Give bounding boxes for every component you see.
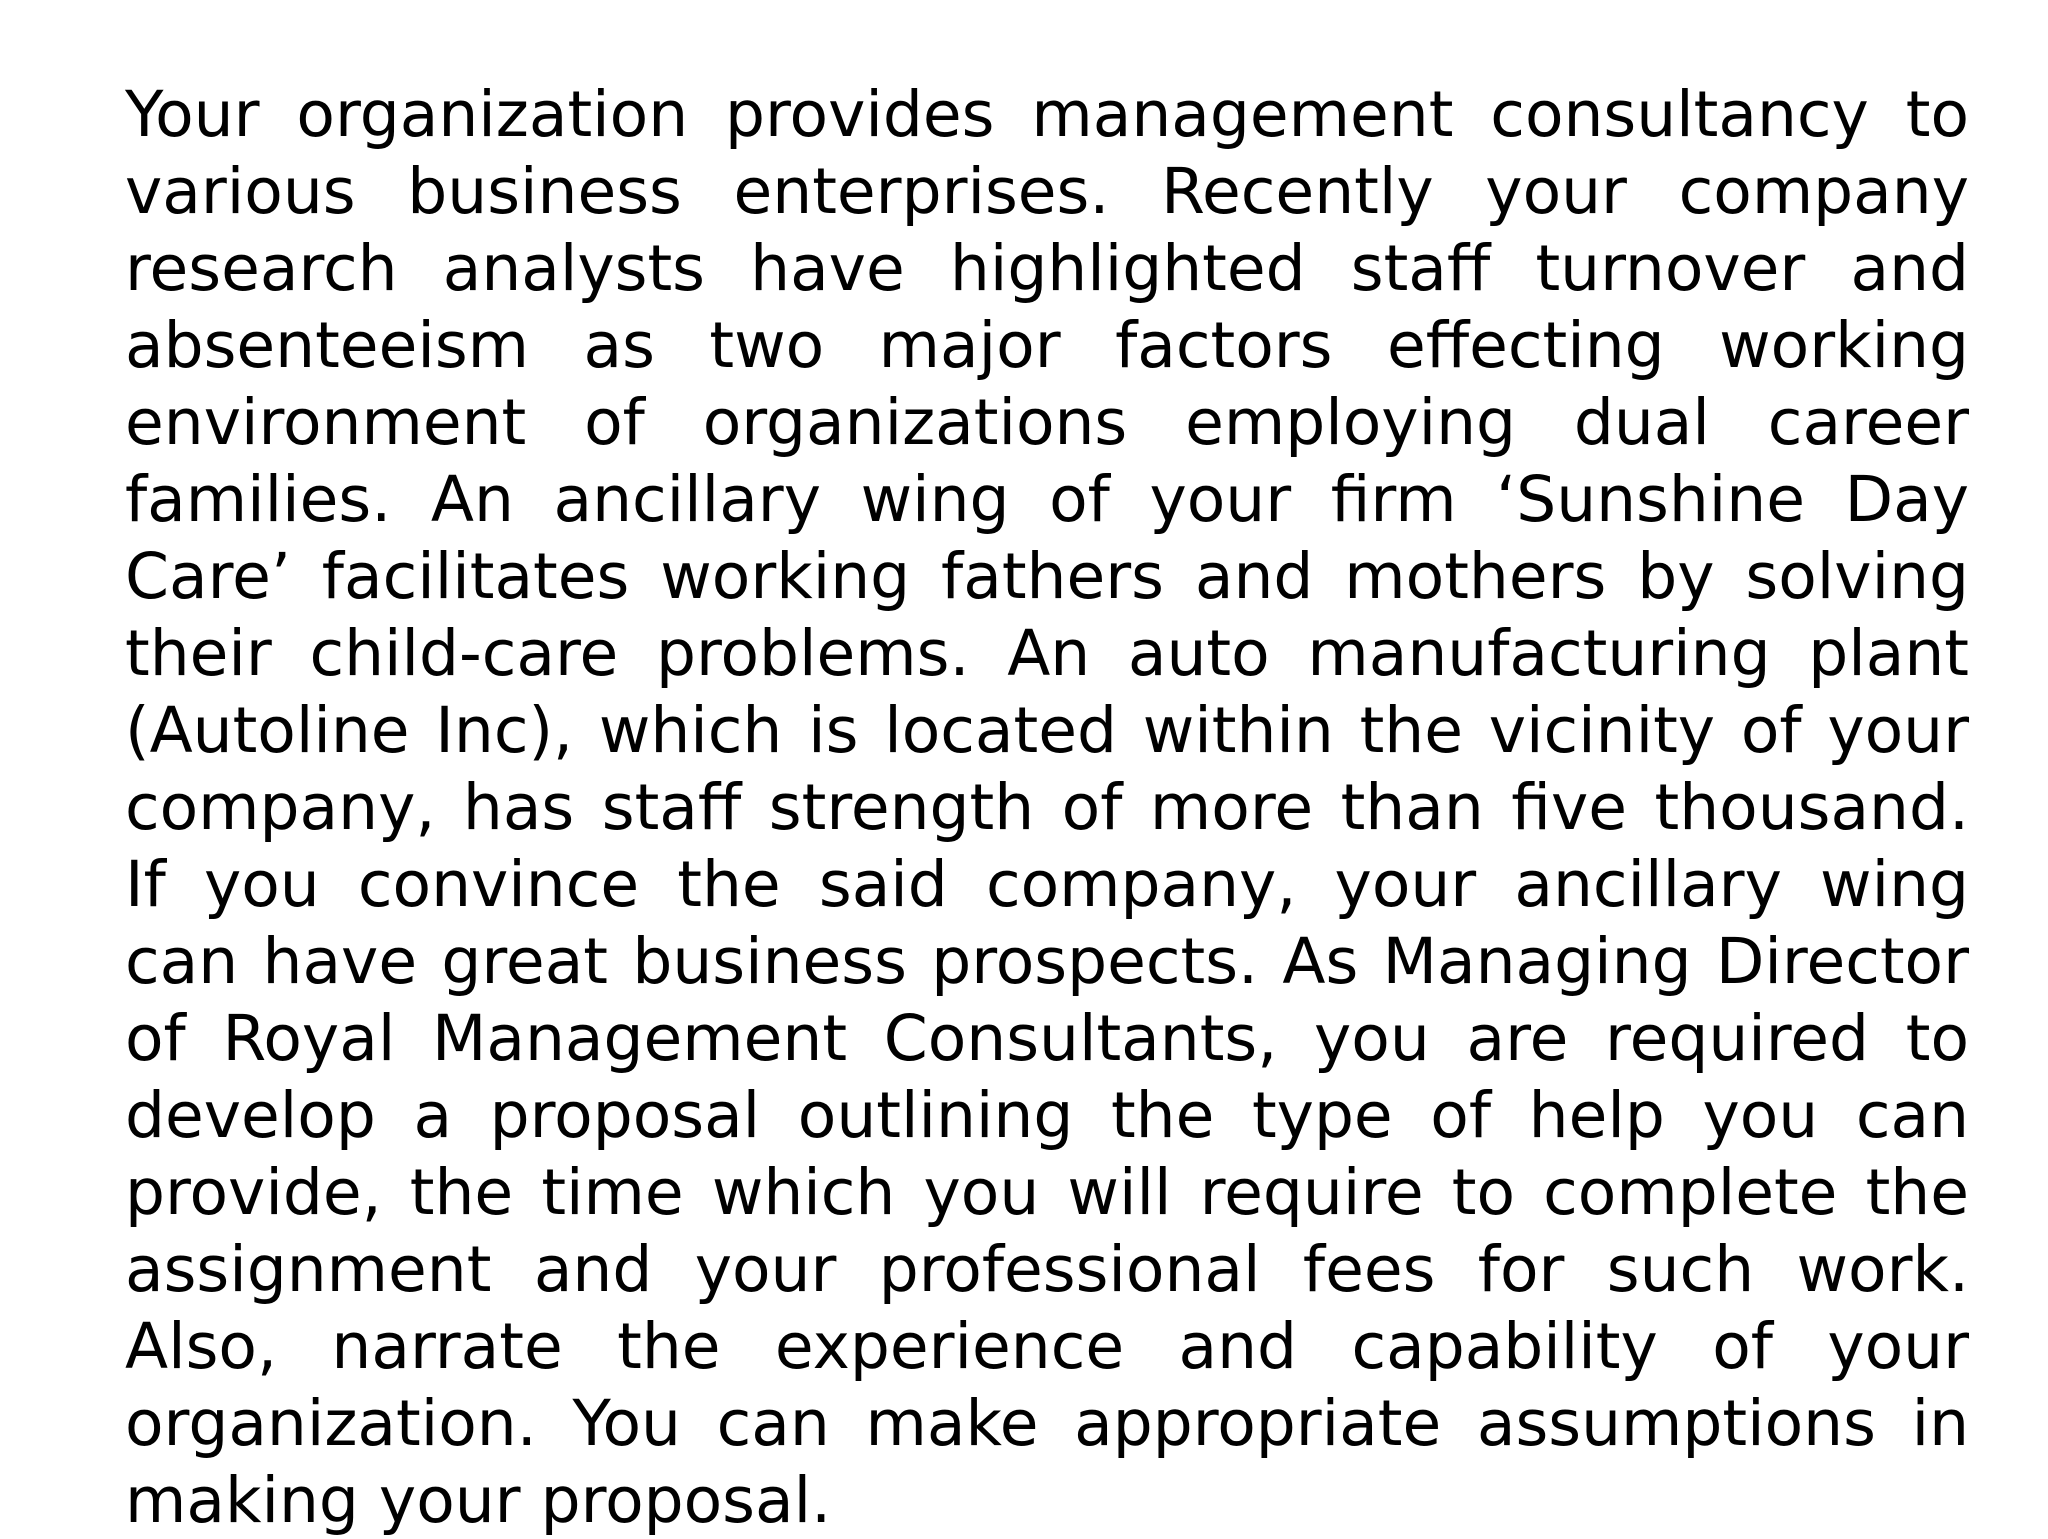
text-line: provide, the time which you will require to complete the xyxy=(125,1156,1969,1229)
text-line: Care’ facilitates working fathers and mothers by solving xyxy=(125,540,1969,613)
text-line: assignment and your professional fees for such work. xyxy=(125,1233,1969,1306)
text-line: develop a proposal outlining the type of help you can xyxy=(125,1079,1969,1152)
text-line: Your organization provides management consultancy to xyxy=(125,78,1969,151)
text-line: of Royal Management Consultants, you are required to xyxy=(125,1002,1969,1075)
text-line-last: making your proposal. xyxy=(125,1464,832,1537)
text-line: various business enterprises. Recently your company xyxy=(125,155,1969,228)
text-line: organization. You can make appropriate assumptions in xyxy=(125,1387,1969,1460)
text-line: absenteeism as two major factors effecting working xyxy=(125,309,1969,382)
text-line: research analysts have highlighted staff turnover and xyxy=(125,232,1969,305)
text-line: their child-care problems. An auto manufacturing plant xyxy=(125,617,1969,690)
text-line: company, has staff strength of more than five thousand. xyxy=(125,771,1969,844)
text-line: If you convince the said company, your ancillary wing xyxy=(125,848,1969,921)
text-line: families. An ancillary wing of your firm ‘Sunshine Day xyxy=(125,463,1969,536)
body-paragraph xyxy=(125,76,1969,1539)
text-line: Also, narrate the experience and capability of your xyxy=(125,1310,1969,1383)
text-line: environment of organizations employing dual career xyxy=(125,386,1969,459)
text-line: can have great business prospects. As Managing Director xyxy=(125,925,1969,998)
text-line: (Autoline Inc), which is located within the vicinity of your xyxy=(125,694,1969,767)
